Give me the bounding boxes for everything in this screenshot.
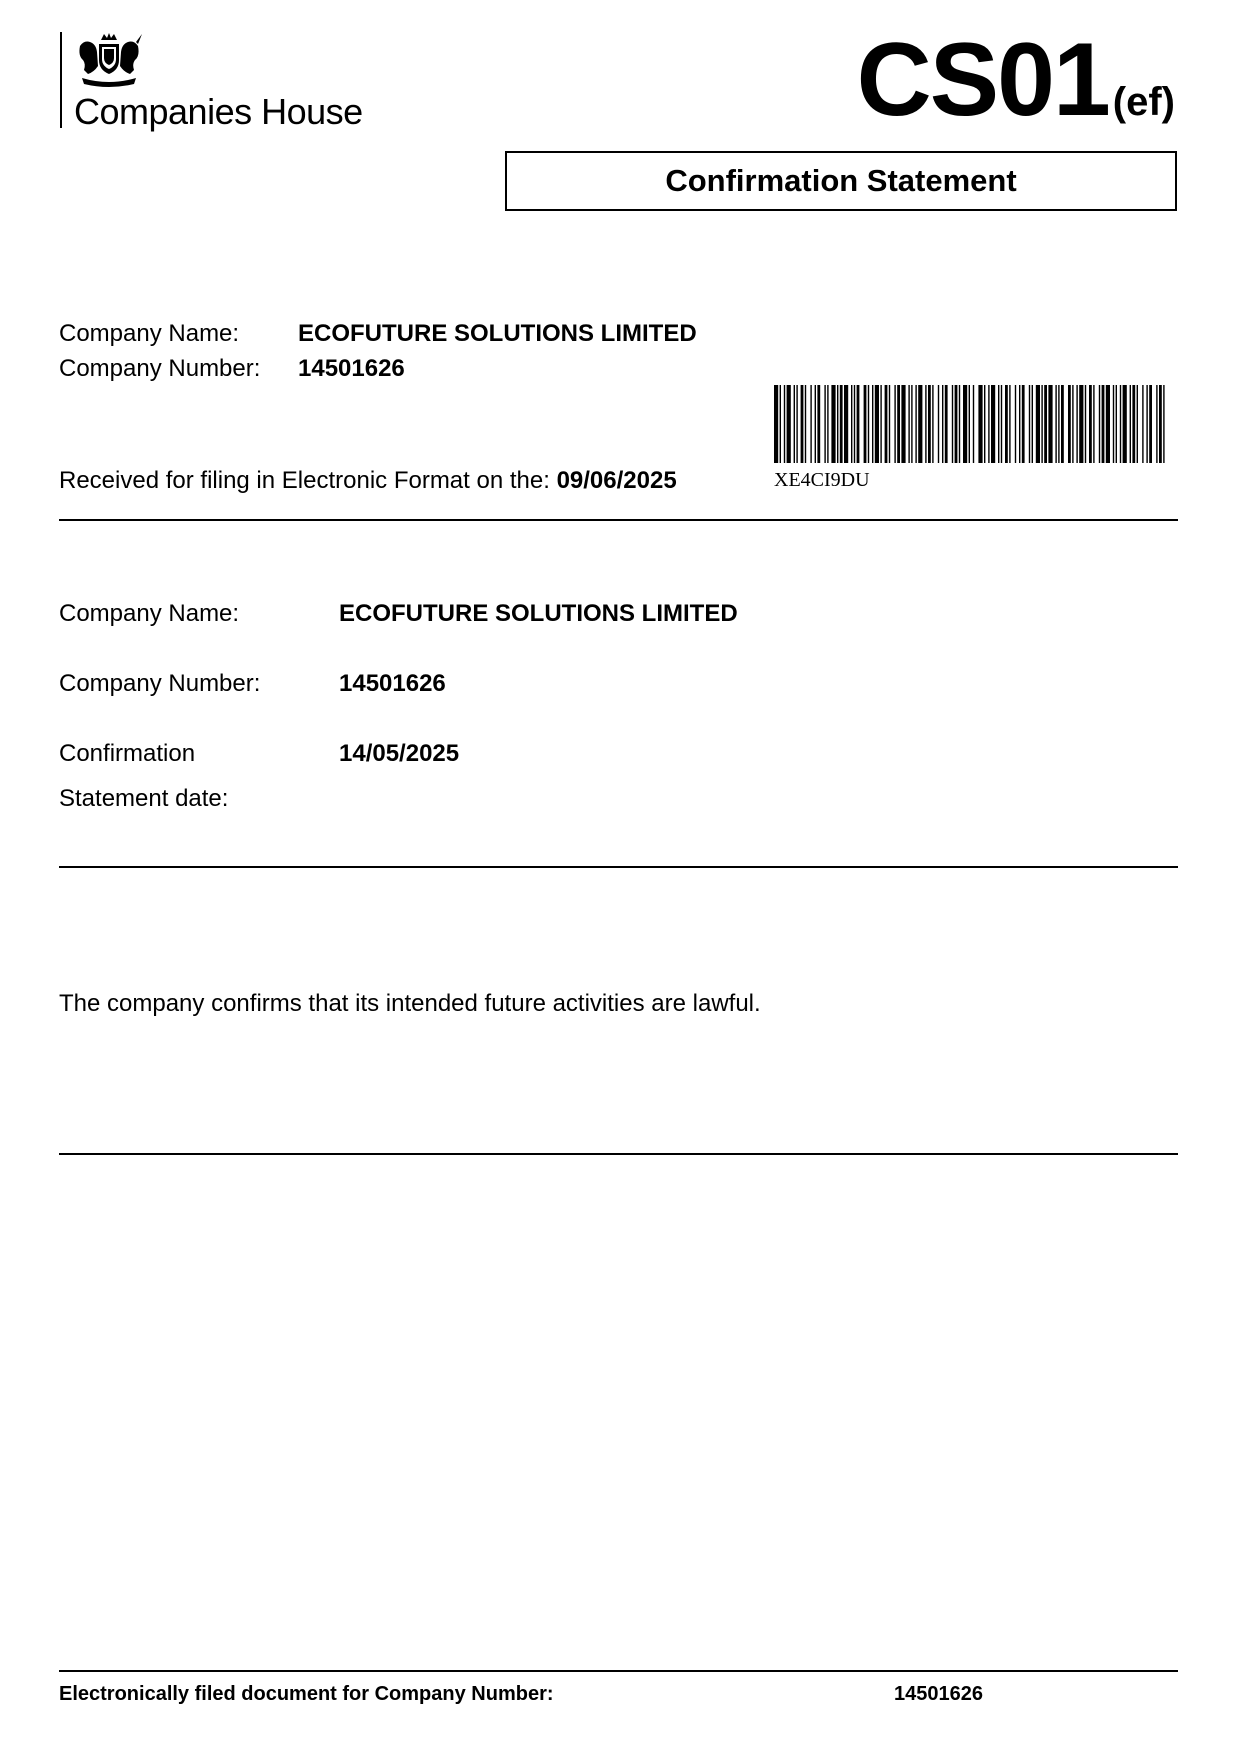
barcode-bar: [1106, 385, 1110, 463]
barcode-bar: [984, 385, 985, 463]
barcode-bar: [837, 385, 838, 463]
footer-label: Electronically filed document for Company Number:: [59, 1683, 554, 1705]
barcode-bar: [1159, 385, 1162, 463]
footer-divider: [59, 1670, 1178, 1672]
summary-company-number-label: Company Number:: [59, 355, 261, 382]
barcode-bar: [1142, 385, 1143, 463]
received-date: 09/06/2025: [556, 467, 677, 494]
barcode-bar: [1068, 385, 1071, 463]
barcode-bar: [998, 385, 999, 463]
footer-company-number: 14501626: [894, 1683, 983, 1705]
barcode-bar: [932, 385, 933, 463]
barcode-bar: [952, 385, 953, 463]
summary-company-number: 14501626: [298, 355, 405, 382]
barcode-bar: [978, 385, 982, 463]
barcode-bar: [1132, 385, 1135, 463]
barcode-bar: [851, 385, 852, 463]
confirmation-date-value: 14/05/2025: [339, 740, 460, 767]
barcode-bar: [973, 385, 974, 463]
barcode-bar: [1022, 385, 1025, 463]
confirmation-label-line1: Confirmation: [59, 740, 196, 767]
divider: [59, 866, 1178, 868]
barcode-bar: [988, 385, 989, 463]
received-filing-line: [59, 469, 677, 493]
barcode-bar: [1116, 385, 1117, 463]
confirmation-label-line2: Statement date:: [59, 785, 229, 812]
barcode-bar: [1015, 385, 1016, 463]
divider: [59, 519, 1178, 521]
barcode-bar: [1113, 385, 1114, 463]
barcode-bar: [945, 385, 948, 463]
barcode-bar: [1093, 385, 1094, 463]
barcode-bar: [1085, 385, 1086, 463]
barcode-bar: [840, 385, 843, 463]
barcode-bar: [796, 385, 797, 463]
barcode-bar: [810, 385, 811, 463]
barcode-bar: [864, 385, 867, 463]
barcode-bar: [942, 385, 943, 463]
barcode-bar: [889, 385, 890, 463]
barcode: [774, 385, 1166, 463]
barcode-bar: [1041, 385, 1042, 463]
barcode-bar: [801, 385, 804, 463]
barcode-bar: [794, 385, 795, 463]
barcode-bar: [1149, 385, 1152, 463]
barcode-bar: [918, 385, 922, 463]
form-code-main: CS01: [856, 22, 1109, 138]
barcode-bar: [872, 385, 873, 463]
barcode-bar: [1089, 385, 1092, 463]
barcode-bar: [1123, 385, 1127, 463]
barcode-bar: [911, 385, 912, 463]
barcode-bar: [1163, 385, 1164, 463]
divider: [59, 1153, 1178, 1155]
barcode-bar: [1072, 385, 1073, 463]
barcode-bar: [897, 385, 900, 463]
company-name-label: Company Name:: [59, 600, 240, 627]
barcode-bar: [831, 385, 835, 463]
barcode-bar: [925, 385, 926, 463]
barcode-bar: [805, 385, 806, 463]
company-name-value: ECOFUTURE SOLUTIONS LIMITED: [339, 600, 738, 627]
barcode-bar: [844, 385, 848, 463]
barcode-bar: [928, 385, 931, 463]
barcode-bar: [780, 385, 781, 463]
barcode-bar: [1076, 385, 1077, 463]
barcode-bar: [787, 385, 791, 463]
barcode-bar: [915, 385, 916, 463]
barcode-bar: [1001, 385, 1002, 463]
barcode-bar: [868, 385, 869, 463]
received-label: Received for filing in Electronic Format on the:: [59, 467, 550, 494]
summary-company-name: ECOFUTURE SOLUTIONS LIMITED: [298, 320, 697, 347]
barcode-bar: [1019, 385, 1020, 463]
barcode-bar: [963, 385, 967, 463]
lawful-activities-statement: The company confirms that its intended future activities are lawful.: [59, 990, 761, 1017]
barcode-bar: [1036, 385, 1040, 463]
form-code: [856, 22, 1175, 138]
barcode-bar: [1048, 385, 1052, 463]
barcode-bar: [885, 385, 888, 463]
barcode-bar: [901, 385, 905, 463]
barcode-bar: [774, 385, 778, 463]
barcode-bar: [824, 385, 825, 463]
barcode-bar: [908, 385, 909, 463]
barcode-bar: [815, 385, 816, 463]
barcode-bar: [1058, 385, 1059, 463]
barcode-bar: [880, 385, 881, 463]
barcode-bar: [1079, 385, 1083, 463]
barcode-bar: [1099, 385, 1100, 463]
barcode-bar: [1009, 385, 1010, 463]
barcode-text: XE4CI9DU: [774, 469, 870, 491]
royal-crest-logo: [74, 32, 144, 90]
barcode-bar: [1055, 385, 1056, 463]
barcode-bar: [875, 385, 879, 463]
barcode-bar: [857, 385, 860, 463]
company-number-label: Company Number:: [59, 670, 261, 697]
barcode-bar: [1029, 385, 1030, 463]
organization-logo-text: Companies House: [74, 91, 363, 132]
barcode-bar: [991, 385, 995, 463]
logo-divider: [60, 32, 62, 128]
barcode-bar: [784, 385, 785, 463]
barcode-bar: [1137, 385, 1138, 463]
company-number-value: 14501626: [339, 670, 446, 697]
barcode-bar: [938, 385, 939, 463]
document-title: Confirmation Statement: [505, 151, 1177, 211]
barcode-bar: [955, 385, 958, 463]
barcode-bar: [1130, 385, 1131, 463]
barcode-bar: [894, 385, 895, 463]
summary-company-name-label: Company Name:: [59, 320, 240, 347]
form-code-suffix: (ef): [1112, 80, 1175, 124]
barcode-bar: [1061, 385, 1064, 463]
barcode-bar: [959, 385, 960, 463]
barcode-bar: [1032, 385, 1033, 463]
barcode-bar: [854, 385, 855, 463]
barcode-bar: [1044, 385, 1047, 463]
barcode-bar: [969, 385, 970, 463]
barcode-bar: [1120, 385, 1121, 463]
barcode-bar: [1102, 385, 1105, 463]
barcode-bar: [827, 385, 828, 463]
barcode-bar: [1156, 385, 1157, 463]
barcode-bar: [817, 385, 820, 463]
barcode-bar: [1005, 385, 1008, 463]
barcode-bar: [1146, 385, 1147, 463]
